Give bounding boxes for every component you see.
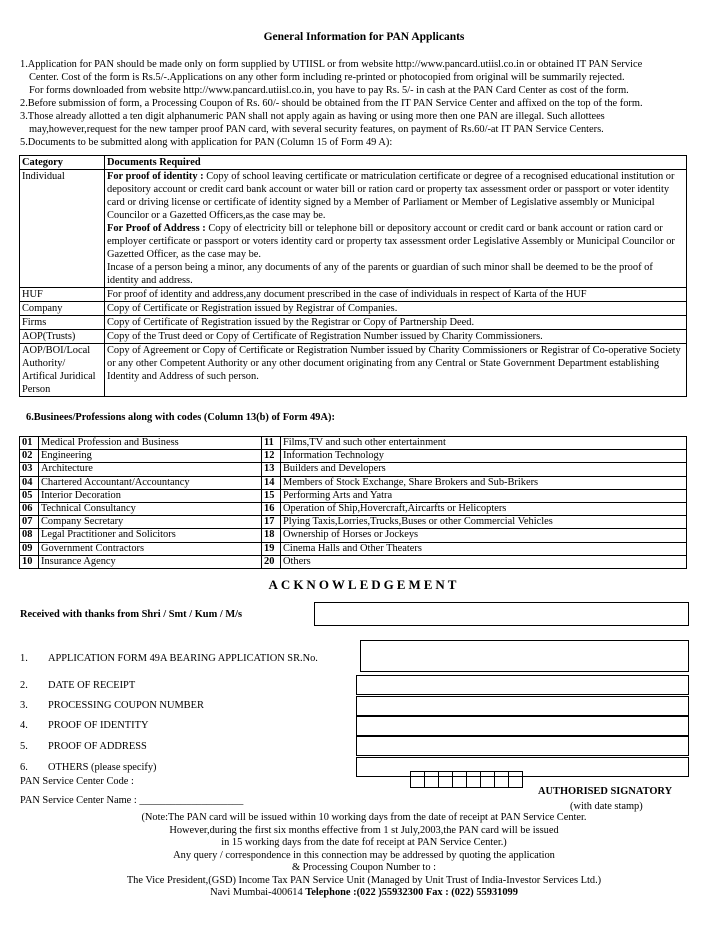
intro-instructions: [20, 58, 710, 149]
intro-line: 5.Documents to be submitted along with application for PAN (Column 15 of Form 49 A):: [20, 137, 393, 148]
code-number: 02: [20, 450, 39, 463]
ack-item-address: [20, 741, 147, 752]
ack-item-identity: [20, 720, 148, 731]
minor-note: Incase of a person being a minor, any documents of any of the parents or guardian of such minor shall be deemed to be the proof of identity and address.: [107, 262, 653, 286]
code-description: Chartered Accountant/Accountancy: [39, 476, 262, 489]
table-row: [20, 344, 687, 397]
item-number: 4.: [20, 720, 28, 731]
code-description: Members of Stock Exchange, Share Brokers and Sub-Brikers: [281, 476, 687, 489]
code-number: 15: [262, 489, 281, 502]
category-cell: HUF: [20, 288, 105, 302]
code-description: Legal Practitioner and Solicitors: [39, 529, 262, 542]
table-row: [20, 476, 687, 489]
code-description: Technical Consultancy: [39, 503, 262, 516]
item-number: 6.: [20, 762, 28, 773]
ack-item-application: [20, 653, 318, 664]
note-line: Any query / correspondence in this connection may be addressed by quoting the application: [173, 849, 555, 861]
table-row: [20, 489, 687, 502]
table-row: [20, 503, 687, 516]
documents-cell: Copy of Agreement or Copy of Certificate or Registration Number issued by Charity Commissioners or Registrar of Co-operative Society or any other Competent Authority or any other document originating from any Central or State Government Department establishing Identity and Address of such person.: [105, 344, 687, 397]
code-number: 08: [20, 529, 39, 542]
proof-of-identity-field[interactable]: [356, 716, 689, 736]
date-stamp-note: (with date stamp): [570, 801, 643, 812]
code-number: 16: [262, 503, 281, 516]
table-row: [20, 330, 687, 344]
item-label: PROCESSING COUPON NUMBER: [48, 700, 204, 711]
section-6-title: 6.Businees/Professions along with codes (Column 13(b) of Form 49A):: [26, 412, 335, 423]
address-proof-label: For Proof of Address :: [107, 223, 206, 234]
code-digit-box[interactable]: [410, 771, 425, 788]
item-number: 1.: [20, 653, 28, 664]
documents-cell: Copy of Certificate of Registration issued by the Registrar or Copy of Partnership Deed.: [105, 316, 687, 330]
code-number: 10: [20, 555, 39, 568]
code-description: Company Secretary: [39, 516, 262, 529]
code-description: Architecture: [39, 463, 262, 476]
received-label: Received with thanks from Shri / Smt / Kum / M/s: [20, 609, 243, 620]
code-description: Builders and Developers: [281, 463, 687, 476]
code-description: Others: [281, 555, 687, 568]
code-digit-box[interactable]: [452, 771, 467, 788]
code-digit-box[interactable]: [424, 771, 439, 788]
code-number: 09: [20, 542, 39, 555]
note-line: & Processing Coupon Number to :: [291, 862, 437, 873]
code-number: 03: [20, 463, 39, 476]
note-line: However,during the first six months effective from 1 st July,2003,the PAN card will be issued: [169, 824, 559, 836]
contact-line: [0, 887, 728, 900]
identity-proof-text: Copy of school leaving certificate or matriculation certificate or degree of a recognised educational institution or depository account or credit card bank account or water bill or ration card or property tax assessment order or passport or voter identity card or driving license or certificate of identity signed by a Member of Parliament or Member of Legislative assembly or Municipal Councilor or a Gazetted Officers,as the case may be.: [107, 171, 675, 221]
code-digit-box[interactable]: [480, 771, 495, 788]
authorised-signatory: AUTHORISED SIGNATORY: [538, 786, 673, 797]
code-description: Ownership of Horses or Jockeys: [281, 529, 687, 542]
documents-cell: Copy of the Trust deed or Copy of Certificate of Registration Number issued by Charity Commissioners.: [105, 330, 687, 344]
documents-cell: [105, 170, 687, 288]
item-number: 2.: [20, 680, 28, 691]
code-digit-box[interactable]: [508, 771, 523, 788]
item-number: 3.: [20, 700, 28, 711]
table-row: [20, 288, 687, 302]
code-number: 01: [20, 437, 39, 450]
ack-item-others: [20, 762, 157, 773]
code-number: 05: [20, 489, 39, 502]
table-row: [20, 302, 687, 316]
code-number: 12: [262, 450, 281, 463]
note-line: The Vice President,(GSD) Income Tax PAN Service Unit (Managed by Unit Trust of India-Investor Services Ltd.): [126, 874, 602, 886]
code-description: Plying Taxis,Lorries,Trucks,Buses or other Commercial Vehicles: [281, 516, 687, 529]
table-row: [20, 529, 687, 542]
documents-header: Documents Required: [105, 156, 687, 170]
item-label: DATE OF RECEIPT: [48, 680, 136, 691]
item-label: PROOF OF IDENTITY: [48, 720, 149, 731]
code-number: 14: [262, 476, 281, 489]
footer-note: [0, 812, 728, 900]
item-label: APPLICATION FORM 49A BEARING APPLICATION SR.No.: [48, 653, 318, 664]
acknowledgement-heading: ACKNOWLEDGEMENT: [268, 577, 460, 592]
code-description: Cinema Halls and Other Theaters: [281, 542, 687, 555]
item-number: 5.: [20, 741, 28, 752]
business-codes-body: [20, 437, 687, 569]
service-center-code-label: PAN Service Center Code :: [20, 776, 134, 787]
code-number: 19: [262, 542, 281, 555]
code-number: 04: [20, 476, 39, 489]
service-center-code-boxes[interactable]: [410, 771, 522, 788]
code-number: 06: [20, 503, 39, 516]
code-description: Information Technology: [281, 450, 687, 463]
table-row: [20, 450, 687, 463]
category-cell: Company: [20, 302, 105, 316]
date-of-receipt-field[interactable]: [356, 675, 689, 695]
code-number: 13: [262, 463, 281, 476]
identity-proof-label: For proof of identity :: [107, 171, 204, 182]
category-cell: Firms: [20, 316, 105, 330]
note-line: in 15 working days from the date fof receipt at PAN Service Center.): [221, 837, 507, 848]
proof-of-address-field[interactable]: [356, 736, 689, 756]
intro-line: Center. Cost of the form is Rs.5/-.Applications on any other form including re-printed or photocopied from original will be summarily rejected.: [29, 72, 625, 83]
code-number: 07: [20, 516, 39, 529]
code-number: 17: [262, 516, 281, 529]
note-line: (Note:The PAN card will be issued within 10 working days from the date of receipt at PAN Service Center.: [141, 812, 587, 823]
documents-cell: For proof of identity and address,any document prescribed in the case of individuals in respect of Karta of the HUF: [105, 288, 687, 302]
table-row: [20, 316, 687, 330]
contact-address: Navi Mumbai-400614: [210, 887, 303, 898]
category-cell: AOP(Trusts): [20, 330, 105, 344]
category-cell: AOP/BOI/Local Authority/ Artifical Juridical Person: [20, 344, 105, 397]
service-center-name-label: PAN Service Center Name : ____________________: [20, 795, 244, 806]
intro-line: 3.Those already allotted a ten digit alphanumeric PAN shall not apply again as having or using more then one PAN are illegal. Such allottees: [20, 111, 605, 122]
table-row: [20, 542, 687, 555]
code-number: 11: [262, 437, 281, 450]
code-description: Performing Arts and Yatra: [281, 489, 687, 502]
table-row: [20, 437, 687, 450]
ack-item-coupon: [20, 700, 204, 711]
code-description: Engineering: [39, 450, 262, 463]
business-codes-table: [19, 436, 687, 569]
table-row: [20, 555, 687, 568]
documents-table: [19, 155, 687, 397]
documents-cell: Copy of Certificate or Registration issued by Registrar of Companies.: [105, 302, 687, 316]
contact-phone-fax: Telephone :(022 )55932300 Fax : (022) 55931099: [305, 887, 518, 898]
page-title: General Information for PAN Applicants: [263, 31, 465, 43]
ack-item-date: [20, 680, 135, 691]
intro-line: For forms downloaded from website http://www.pancard.utiisl.co.in, you have to pay Rs. 5/- in cash at the PAN Card Center as cost of the form.: [29, 85, 629, 96]
code-description: Medical Profession and Business: [39, 437, 262, 450]
code-digit-box[interactable]: [466, 771, 481, 788]
code-digit-box[interactable]: [494, 771, 509, 788]
code-description: Operation of Ship,Hovercraft,Aircarfts or Helicopters: [281, 503, 687, 516]
application-sr-no-field[interactable]: [360, 640, 689, 672]
intro-line: 1.Application for PAN should be made only on form supplied by UTIISL or from website http://www.pancard.utiisl.co.in or obtained IT PAN Service: [20, 59, 643, 70]
code-description: Films,TV and such other entertainment: [281, 437, 687, 450]
code-description: Insurance Agency: [39, 555, 262, 568]
category-header: Category: [20, 156, 105, 170]
item-label: OTHERS (please specify): [48, 762, 157, 773]
table-row: [20, 170, 687, 288]
code-description: Interior Decoration: [39, 489, 262, 502]
item-label: PROOF OF ADDRESS: [48, 741, 147, 752]
intro-line: 2.Before submission of form, a Processing Coupon of Rs. 60/- should be obtained from the IT PAN Service Center and affixed on the top of the form.: [20, 98, 643, 109]
code-digit-box[interactable]: [438, 771, 453, 788]
code-number: 18: [262, 529, 281, 542]
table-row: [20, 463, 687, 476]
category-cell: Individual: [20, 170, 105, 288]
code-number: 20: [262, 555, 281, 568]
table-row: [20, 516, 687, 529]
code-description: Government Contractors: [39, 542, 262, 555]
address-proof-text: Copy of electricity bill or telephone bill or depository account or credit card or bank account or ration card or employer certificate or passport or voters identity card or property tax assessment order Legislative Assembly or Municipal Councilor or Gazetted Officer, as the case may be.: [107, 223, 675, 260]
received-from-field[interactable]: [314, 602, 689, 626]
intro-line: may,however,request for the new tamper proof PAN card, with several security features, on payment of Rs.60/-at IT PAN Service Centers.: [29, 124, 604, 135]
processing-coupon-field[interactable]: [356, 696, 689, 716]
documents-table-header: [20, 156, 687, 170]
